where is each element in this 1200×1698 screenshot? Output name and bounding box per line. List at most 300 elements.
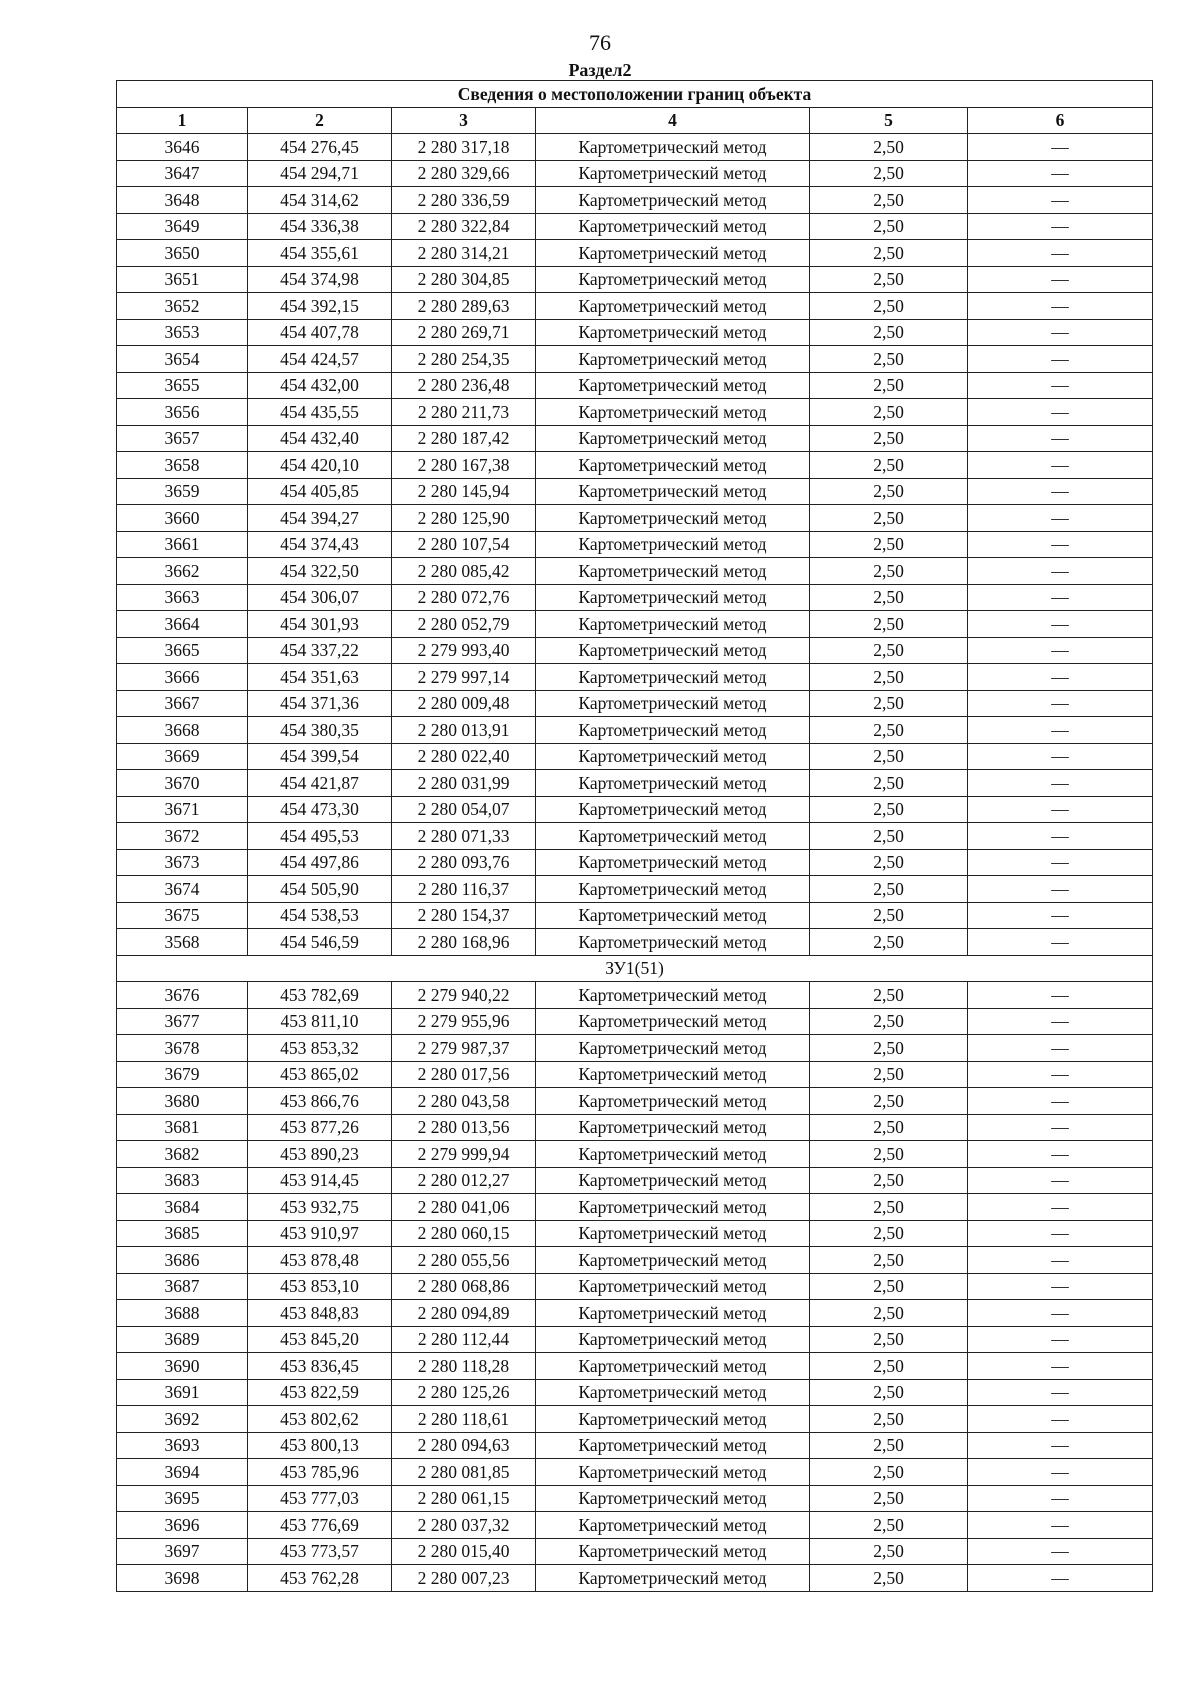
cell-coord-y: 2 280 314,21 [392, 240, 536, 267]
cell-method: Картометрический метод [536, 717, 810, 744]
cell-coord-x: 454 424,57 [248, 346, 392, 373]
cell-point-number: 3670 [117, 770, 248, 797]
cell-accuracy: 2,50 [810, 213, 968, 240]
cell-coord-y: 2 280 012,27 [392, 1167, 536, 1194]
cell-accuracy: 2,50 [810, 1538, 968, 1565]
cell-point-number: 3669 [117, 743, 248, 770]
cell-coord-x: 453 800,13 [248, 1432, 392, 1459]
cell-coord-y: 2 280 013,91 [392, 717, 536, 744]
cell-point-number: 3698 [117, 1565, 248, 1592]
table-row [117, 425, 1153, 452]
table-row [117, 982, 1153, 1009]
cell-coord-y: 2 280 125,90 [392, 505, 536, 532]
cell-coord-y: 2 280 015,40 [392, 1538, 536, 1565]
cell-accuracy: 2,50 [810, 1512, 968, 1539]
cell-method: Картометрический метод [536, 637, 810, 664]
table-row [117, 1220, 1153, 1247]
cell-method: Картометрический метод [536, 372, 810, 399]
cell-coord-x: 454 394,27 [248, 505, 392, 532]
table-row [117, 1194, 1153, 1221]
cell-coord-x: 454 380,35 [248, 717, 392, 744]
cell-coord-x: 454 351,63 [248, 664, 392, 691]
page-number: 76 [589, 30, 611, 55]
cell-coord-x: 454 306,07 [248, 584, 392, 611]
cell-coord-x: 454 421,87 [248, 770, 392, 797]
table-row [117, 266, 1153, 293]
cell-coord-x: 453 877,26 [248, 1114, 392, 1141]
column-header-1: 1 [117, 107, 248, 134]
cell-point-number: 3649 [117, 213, 248, 240]
cell-description: — [968, 240, 1153, 267]
cell-method: Картометрический метод [536, 1220, 810, 1247]
cell-accuracy: 2,50 [810, 1114, 968, 1141]
cell-method: Картометрический метод [536, 743, 810, 770]
cell-accuracy: 2,50 [810, 372, 968, 399]
cell-coord-x: 454 435,55 [248, 399, 392, 426]
cell-accuracy: 2,50 [810, 1459, 968, 1486]
table-row [117, 1008, 1153, 1035]
cell-point-number: 3673 [117, 849, 248, 876]
cell-point-number: 3672 [117, 823, 248, 850]
cell-description: — [968, 319, 1153, 346]
cell-accuracy: 2,50 [810, 796, 968, 823]
cell-point-number: 3657 [117, 425, 248, 452]
cell-coord-x: 453 878,48 [248, 1247, 392, 1274]
table-row [117, 134, 1153, 161]
cell-coord-x: 453 853,10 [248, 1273, 392, 1300]
cell-method: Картометрический метод [536, 266, 810, 293]
cell-coord-y: 2 280 060,15 [392, 1220, 536, 1247]
cell-description: — [968, 558, 1153, 585]
cell-coord-y: 2 280 118,61 [392, 1406, 536, 1433]
cell-method: Картометрический метод [536, 823, 810, 850]
cell-description: — [968, 929, 1153, 956]
cell-point-number: 3693 [117, 1432, 248, 1459]
cell-method: Картометрический метод [536, 1167, 810, 1194]
cell-coord-y: 2 280 187,42 [392, 425, 536, 452]
cell-point-number: 3676 [117, 982, 248, 1009]
table-row [117, 531, 1153, 558]
cell-accuracy: 2,50 [810, 1061, 968, 1088]
table-row [117, 1061, 1153, 1088]
table-row [117, 1432, 1153, 1459]
cell-coord-x: 454 314,62 [248, 187, 392, 214]
table-row [117, 1406, 1153, 1433]
group-label: ЗУ1(51) [117, 955, 1153, 982]
cell-coord-x: 454 336,38 [248, 213, 392, 240]
cell-coord-x: 454 546,59 [248, 929, 392, 956]
cell-accuracy: 2,50 [810, 1220, 968, 1247]
cell-accuracy: 2,50 [810, 1008, 968, 1035]
column-header-row [117, 107, 1153, 134]
cell-accuracy: 2,50 [810, 717, 968, 744]
cell-method: Картометрический метод [536, 770, 810, 797]
cell-coord-y: 2 280 007,23 [392, 1565, 536, 1592]
cell-coord-x: 454 495,53 [248, 823, 392, 850]
cell-coord-y: 2 280 154,37 [392, 902, 536, 929]
cell-accuracy: 2,50 [810, 531, 968, 558]
cell-description: — [968, 187, 1153, 214]
cell-description: — [968, 982, 1153, 1009]
table-row [117, 1326, 1153, 1353]
cell-description: — [968, 1141, 1153, 1168]
cell-coord-y: 2 280 041,06 [392, 1194, 536, 1221]
cell-accuracy: 2,50 [810, 1194, 968, 1221]
cell-coord-y: 2 280 055,56 [392, 1247, 536, 1274]
cell-description: — [968, 1353, 1153, 1380]
cell-description: — [968, 717, 1153, 744]
cell-accuracy: 2,50 [810, 1247, 968, 1274]
cell-accuracy: 2,50 [810, 319, 968, 346]
table-row [117, 478, 1153, 505]
cell-point-number: 3681 [117, 1114, 248, 1141]
cell-point-number: 3662 [117, 558, 248, 585]
cell-method: Картометрический метод [536, 1035, 810, 1062]
cell-coord-x: 453 848,83 [248, 1300, 392, 1327]
cell-coord-y: 2 280 336,59 [392, 187, 536, 214]
cell-description: — [968, 452, 1153, 479]
cell-coord-x: 454 405,85 [248, 478, 392, 505]
cell-coord-y: 2 280 254,35 [392, 346, 536, 373]
section-title: Раздел2 [568, 60, 632, 80]
table-row [117, 1459, 1153, 1486]
cell-coord-x: 454 374,43 [248, 531, 392, 558]
cell-coord-x: 453 802,62 [248, 1406, 392, 1433]
cell-accuracy: 2,50 [810, 134, 968, 161]
cell-coord-x: 454 294,71 [248, 160, 392, 187]
cell-coord-x: 453 777,03 [248, 1485, 392, 1512]
table-row [117, 664, 1153, 691]
cell-description: — [968, 1300, 1153, 1327]
cell-method: Картометрический метод [536, 425, 810, 452]
cell-description: — [968, 611, 1153, 638]
cell-description: — [968, 160, 1153, 187]
table-row [117, 319, 1153, 346]
cell-coord-x: 454 276,45 [248, 134, 392, 161]
cell-description: — [968, 399, 1153, 426]
cell-coord-x: 453 866,76 [248, 1088, 392, 1115]
cell-coord-x: 453 762,28 [248, 1565, 392, 1592]
cell-accuracy: 2,50 [810, 558, 968, 585]
table-row [117, 876, 1153, 903]
cell-coord-y: 2 280 236,48 [392, 372, 536, 399]
cell-coord-y: 2 280 116,37 [392, 876, 536, 903]
cell-description: — [968, 902, 1153, 929]
cell-coord-y: 2 280 072,76 [392, 584, 536, 611]
cell-description: — [968, 1459, 1153, 1486]
cell-description: — [968, 213, 1153, 240]
cell-point-number: 3667 [117, 690, 248, 717]
cell-coord-x: 453 853,32 [248, 1035, 392, 1062]
cell-coord-x: 453 782,69 [248, 982, 392, 1009]
cell-coord-x: 453 914,45 [248, 1167, 392, 1194]
cell-point-number: 3696 [117, 1512, 248, 1539]
table-row [117, 293, 1153, 320]
cell-coord-y: 2 279 955,96 [392, 1008, 536, 1035]
cell-method: Картометрический метод [536, 1379, 810, 1406]
cell-method: Картометрический метод [536, 160, 810, 187]
cell-point-number: 3685 [117, 1220, 248, 1247]
cell-coord-x: 454 538,53 [248, 902, 392, 929]
cell-coord-x: 454 337,22 [248, 637, 392, 664]
cell-coord-y: 2 280 094,63 [392, 1432, 536, 1459]
table-row [117, 690, 1153, 717]
cell-point-number: 3650 [117, 240, 248, 267]
cell-description: — [968, 796, 1153, 823]
boundary-coordinates-table [116, 80, 1153, 1592]
cell-accuracy: 2,50 [810, 823, 968, 850]
cell-description: — [968, 425, 1153, 452]
table-row [117, 1379, 1153, 1406]
table-row [117, 1088, 1153, 1115]
cell-accuracy: 2,50 [810, 1485, 968, 1512]
column-header-3: 3 [392, 107, 536, 134]
cell-description: — [968, 1538, 1153, 1565]
cell-accuracy: 2,50 [810, 584, 968, 611]
cell-point-number: 3682 [117, 1141, 248, 1168]
cell-point-number: 3691 [117, 1379, 248, 1406]
column-header-6: 6 [968, 107, 1153, 134]
cell-accuracy: 2,50 [810, 1273, 968, 1300]
cell-coord-y: 2 280 289,63 [392, 293, 536, 320]
cell-accuracy: 2,50 [810, 240, 968, 267]
cell-coord-x: 454 407,78 [248, 319, 392, 346]
column-header-2: 2 [248, 107, 392, 134]
cell-coord-y: 2 280 094,89 [392, 1300, 536, 1327]
cell-coord-x: 453 865,02 [248, 1061, 392, 1088]
cell-accuracy: 2,50 [810, 849, 968, 876]
cell-description: — [968, 1273, 1153, 1300]
cell-description: — [968, 876, 1153, 903]
table-row [117, 1247, 1153, 1274]
table-row [117, 823, 1153, 850]
table-row [117, 743, 1153, 770]
cell-point-number: 3668 [117, 717, 248, 744]
table-row [117, 213, 1153, 240]
cell-point-number: 3684 [117, 1194, 248, 1221]
cell-point-number: 3697 [117, 1538, 248, 1565]
cell-coord-y: 2 280 168,96 [392, 929, 536, 956]
cell-coord-y: 2 280 068,86 [392, 1273, 536, 1300]
cell-method: Картометрический метод [536, 1485, 810, 1512]
cell-accuracy: 2,50 [810, 266, 968, 293]
cell-description: — [968, 1379, 1153, 1406]
cell-point-number: 3646 [117, 134, 248, 161]
cell-coord-y: 2 280 017,56 [392, 1061, 536, 1088]
cell-coord-y: 2 280 145,94 [392, 478, 536, 505]
cell-point-number: 3656 [117, 399, 248, 426]
column-header-4: 4 [536, 107, 810, 134]
cell-accuracy: 2,50 [810, 1326, 968, 1353]
table-row [117, 1273, 1153, 1300]
cell-coord-y: 2 280 022,40 [392, 743, 536, 770]
cell-method: Картометрический метод [536, 531, 810, 558]
cell-description: — [968, 531, 1153, 558]
cell-accuracy: 2,50 [810, 399, 968, 426]
cell-coord-y: 2 280 118,28 [392, 1353, 536, 1380]
cell-accuracy: 2,50 [810, 1406, 968, 1433]
cell-method: Картометрический метод [536, 584, 810, 611]
cell-method: Картометрический метод [536, 1512, 810, 1539]
cell-coord-y: 2 280 211,73 [392, 399, 536, 426]
cell-coord-y: 2 280 125,26 [392, 1379, 536, 1406]
cell-description: — [968, 1247, 1153, 1274]
cell-point-number: 3663 [117, 584, 248, 611]
cell-method: Картометрический метод [536, 1061, 810, 1088]
cell-coord-y: 2 280 107,54 [392, 531, 536, 558]
cell-coord-y: 2 279 940,22 [392, 982, 536, 1009]
cell-point-number: 3664 [117, 611, 248, 638]
cell-coord-x: 454 374,98 [248, 266, 392, 293]
cell-accuracy: 2,50 [810, 876, 968, 903]
cell-point-number: 3686 [117, 1247, 248, 1274]
cell-coord-y: 2 280 329,66 [392, 160, 536, 187]
cell-accuracy: 2,50 [810, 160, 968, 187]
table-row [117, 452, 1153, 479]
cell-accuracy: 2,50 [810, 452, 968, 479]
cell-point-number: 3675 [117, 902, 248, 929]
cell-accuracy: 2,50 [810, 1167, 968, 1194]
cell-method: Картометрический метод [536, 1273, 810, 1300]
cell-accuracy: 2,50 [810, 1353, 968, 1380]
cell-point-number: 3689 [117, 1326, 248, 1353]
cell-method: Картометрический метод [536, 213, 810, 240]
cell-method: Картометрический метод [536, 452, 810, 479]
cell-point-number: 3665 [117, 637, 248, 664]
cell-description: — [968, 266, 1153, 293]
cell-description: — [968, 1326, 1153, 1353]
cell-method: Картометрический метод [536, 690, 810, 717]
cell-description: — [968, 1194, 1153, 1221]
cell-description: — [968, 1406, 1153, 1433]
cell-coord-x: 454 420,10 [248, 452, 392, 479]
cell-accuracy: 2,50 [810, 1300, 968, 1327]
cell-coord-y: 2 280 061,15 [392, 1485, 536, 1512]
cell-point-number: 3652 [117, 293, 248, 320]
cell-coord-y: 2 280 085,42 [392, 558, 536, 585]
cell-coord-y: 2 280 013,56 [392, 1114, 536, 1141]
cell-description: — [968, 1432, 1153, 1459]
cell-coord-x: 454 473,30 [248, 796, 392, 823]
cell-description: — [968, 346, 1153, 373]
cell-method: Картометрический метод [536, 1406, 810, 1433]
cell-point-number: 3568 [117, 929, 248, 956]
cell-coord-y: 2 280 052,79 [392, 611, 536, 638]
table-row [117, 1538, 1153, 1565]
cell-method: Картометрический метод [536, 134, 810, 161]
table-row [117, 796, 1153, 823]
cell-coord-x: 454 432,40 [248, 425, 392, 452]
cell-coord-x: 453 845,20 [248, 1326, 392, 1353]
table-row [117, 187, 1153, 214]
table-body [117, 134, 1153, 1592]
cell-coord-x: 454 399,54 [248, 743, 392, 770]
cell-accuracy: 2,50 [810, 293, 968, 320]
cell-coord-y: 2 280 304,85 [392, 266, 536, 293]
cell-point-number: 3653 [117, 319, 248, 346]
cell-coord-y: 2 280 317,18 [392, 134, 536, 161]
cell-point-number: 3687 [117, 1273, 248, 1300]
table-row [117, 160, 1153, 187]
cell-method: Картометрический метод [536, 346, 810, 373]
cell-point-number: 3651 [117, 266, 248, 293]
cell-description: — [968, 1061, 1153, 1088]
cell-method: Картометрический метод [536, 319, 810, 346]
cell-coord-y: 2 279 993,40 [392, 637, 536, 664]
cell-point-number: 3695 [117, 1485, 248, 1512]
cell-accuracy: 2,50 [810, 425, 968, 452]
cell-description: — [968, 664, 1153, 691]
cell-coord-x: 454 322,50 [248, 558, 392, 585]
table-row [117, 1353, 1153, 1380]
cell-coord-x: 454 301,93 [248, 611, 392, 638]
cell-method: Картометрический метод [536, 1194, 810, 1221]
cell-point-number: 3677 [117, 1008, 248, 1035]
cell-coord-x: 453 890,23 [248, 1141, 392, 1168]
table-row [117, 505, 1153, 532]
cell-coord-y: 2 280 009,48 [392, 690, 536, 717]
table-row [117, 611, 1153, 638]
cell-coord-y: 2 279 987,37 [392, 1035, 536, 1062]
cell-coord-x: 453 776,69 [248, 1512, 392, 1539]
cell-method: Картометрический метод [536, 399, 810, 426]
cell-method: Картометрический метод [536, 849, 810, 876]
cell-description: — [968, 293, 1153, 320]
cell-accuracy: 2,50 [810, 187, 968, 214]
cell-point-number: 3655 [117, 372, 248, 399]
cell-point-number: 3694 [117, 1459, 248, 1486]
cell-point-number: 3678 [117, 1035, 248, 1062]
cell-accuracy: 2,50 [810, 1141, 968, 1168]
cell-accuracy: 2,50 [810, 505, 968, 532]
cell-accuracy: 2,50 [810, 1088, 968, 1115]
table-row [117, 770, 1153, 797]
cell-accuracy: 2,50 [810, 743, 968, 770]
cell-method: Картометрический метод [536, 478, 810, 505]
cell-coord-y: 2 280 054,07 [392, 796, 536, 823]
table-row [117, 1565, 1153, 1592]
cell-accuracy: 2,50 [810, 982, 968, 1009]
cell-method: Картометрический метод [536, 1247, 810, 1274]
cell-method: Картометрический метод [536, 1353, 810, 1380]
cell-coord-x: 454 355,61 [248, 240, 392, 267]
cell-point-number: 3666 [117, 664, 248, 691]
cell-method: Картометрический метод [536, 611, 810, 638]
cell-coord-x: 454 392,15 [248, 293, 392, 320]
cell-coord-y: 2 280 112,44 [392, 1326, 536, 1353]
table-row [117, 1141, 1153, 1168]
cell-description: — [968, 1035, 1153, 1062]
table-row [117, 1300, 1153, 1327]
cell-method: Картометрический метод [536, 240, 810, 267]
cell-coord-x: 453 822,59 [248, 1379, 392, 1406]
cell-method: Картометрический метод [536, 929, 810, 956]
cell-coord-x: 453 932,75 [248, 1194, 392, 1221]
table-row [117, 240, 1153, 267]
cell-accuracy: 2,50 [810, 929, 968, 956]
cell-coord-y: 2 280 081,85 [392, 1459, 536, 1486]
cell-coord-x: 454 505,90 [248, 876, 392, 903]
cell-coord-y: 2 280 093,76 [392, 849, 536, 876]
cell-method: Картометрический метод [536, 1300, 810, 1327]
cell-point-number: 3680 [117, 1088, 248, 1115]
cell-accuracy: 2,50 [810, 346, 968, 373]
table-row [117, 399, 1153, 426]
cell-coord-y: 2 280 071,33 [392, 823, 536, 850]
cell-coord-x: 453 811,10 [248, 1008, 392, 1035]
table-row [117, 372, 1153, 399]
cell-description: — [968, 134, 1153, 161]
